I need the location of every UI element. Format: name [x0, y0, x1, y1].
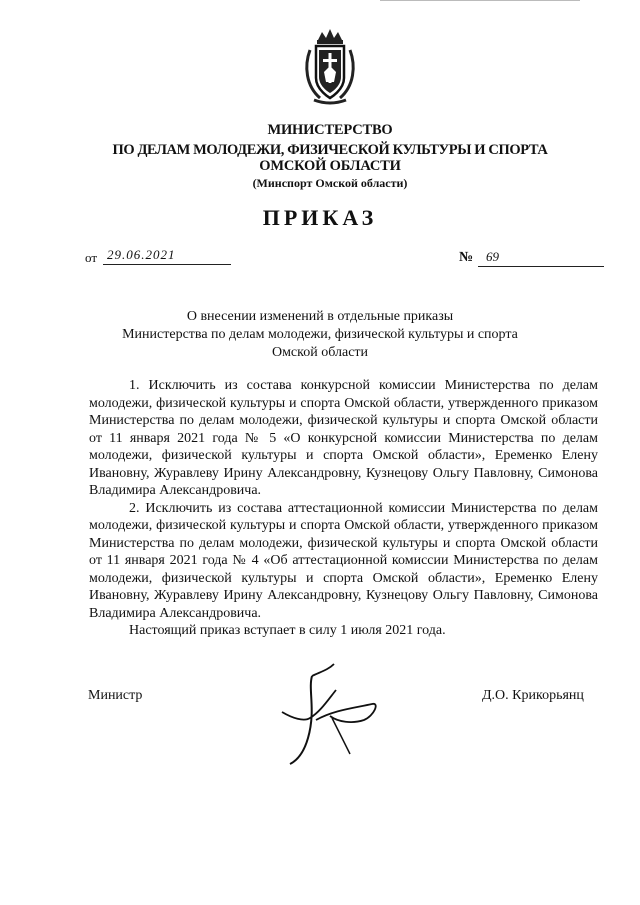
document-date: 29.06.2021 [107, 247, 176, 262]
subject-line2: Министерства по делам молодежи, физической культуры и спорта [122, 327, 518, 342]
handwritten-signature [268, 660, 388, 772]
document-number: 69 [486, 249, 499, 264]
body-paragraph-2: 2. Исключить из состава аттестационной комиссии Министерства по делам молодежи, физической культуры и спорта Омской области, утвержденного приказом Министерства по делам молодежи, физической культуры и спорта Омской области от 11 января 2021 года № 4 «Об аттестационной комиссии Министерства по делам молодежи, физической культуры и спорта Омской области», Еременко Елену Ивановну, Журавлеву Ирину Александровну, Кузнецову Ольгу Павловну, Симонова Владимира Александровича. [89, 500, 598, 621]
signer-name: Д.О. Крикорьянц [482, 688, 584, 703]
subject-line1: О внесении изменений в отдельные приказы [186, 309, 454, 324]
document-body [89, 377, 598, 640]
scan-edge-line [380, 0, 580, 3]
ministry-short-name: (Минспорт Омской области) [252, 176, 408, 190]
number-underline [478, 266, 604, 267]
coat-of-arms-icon [300, 26, 360, 106]
body-paragraph-3: Настоящий приказ вступает в силу 1 июля 2021 года. [129, 623, 446, 638]
ministry-name-line3: ОМСКОЙ ОБЛАСТИ [259, 158, 401, 174]
ministry-name-line1: МИНИСТЕРСТВО [267, 122, 393, 138]
document-subject [100, 308, 540, 362]
subject-line3: Омской области [271, 345, 369, 360]
document-title: ПРИКАЗ [262, 205, 378, 230]
date-label: от [85, 250, 98, 265]
body-paragraph-1: 1. Исключить из состава конкурсной комиссии Министерства по делам молодежи, физической культуры и спорта Омской области, утвержденного приказом Министерства по делам молодежи, физической культуры и спорта Омской области от 11 января 2021 года № 5 «О конкурсной комиссии Министерства по делам молодежи, физической культуры и спорта Омской области», Еременко Елену Ивановну, Журавлеву Ирину Александровну, Кузнецову Ольгу Павловну, Симонова Владимира Александровича. [89, 378, 598, 498]
ministry-name-line2: ПО ДЕЛАМ МОЛОДЕЖИ, ФИЗИЧЕСКОЙ КУЛЬТУРЫ И СПОРТА [112, 142, 548, 158]
signer-position: Министр [88, 688, 143, 703]
date-underline [103, 264, 231, 265]
number-label: № [459, 250, 474, 265]
